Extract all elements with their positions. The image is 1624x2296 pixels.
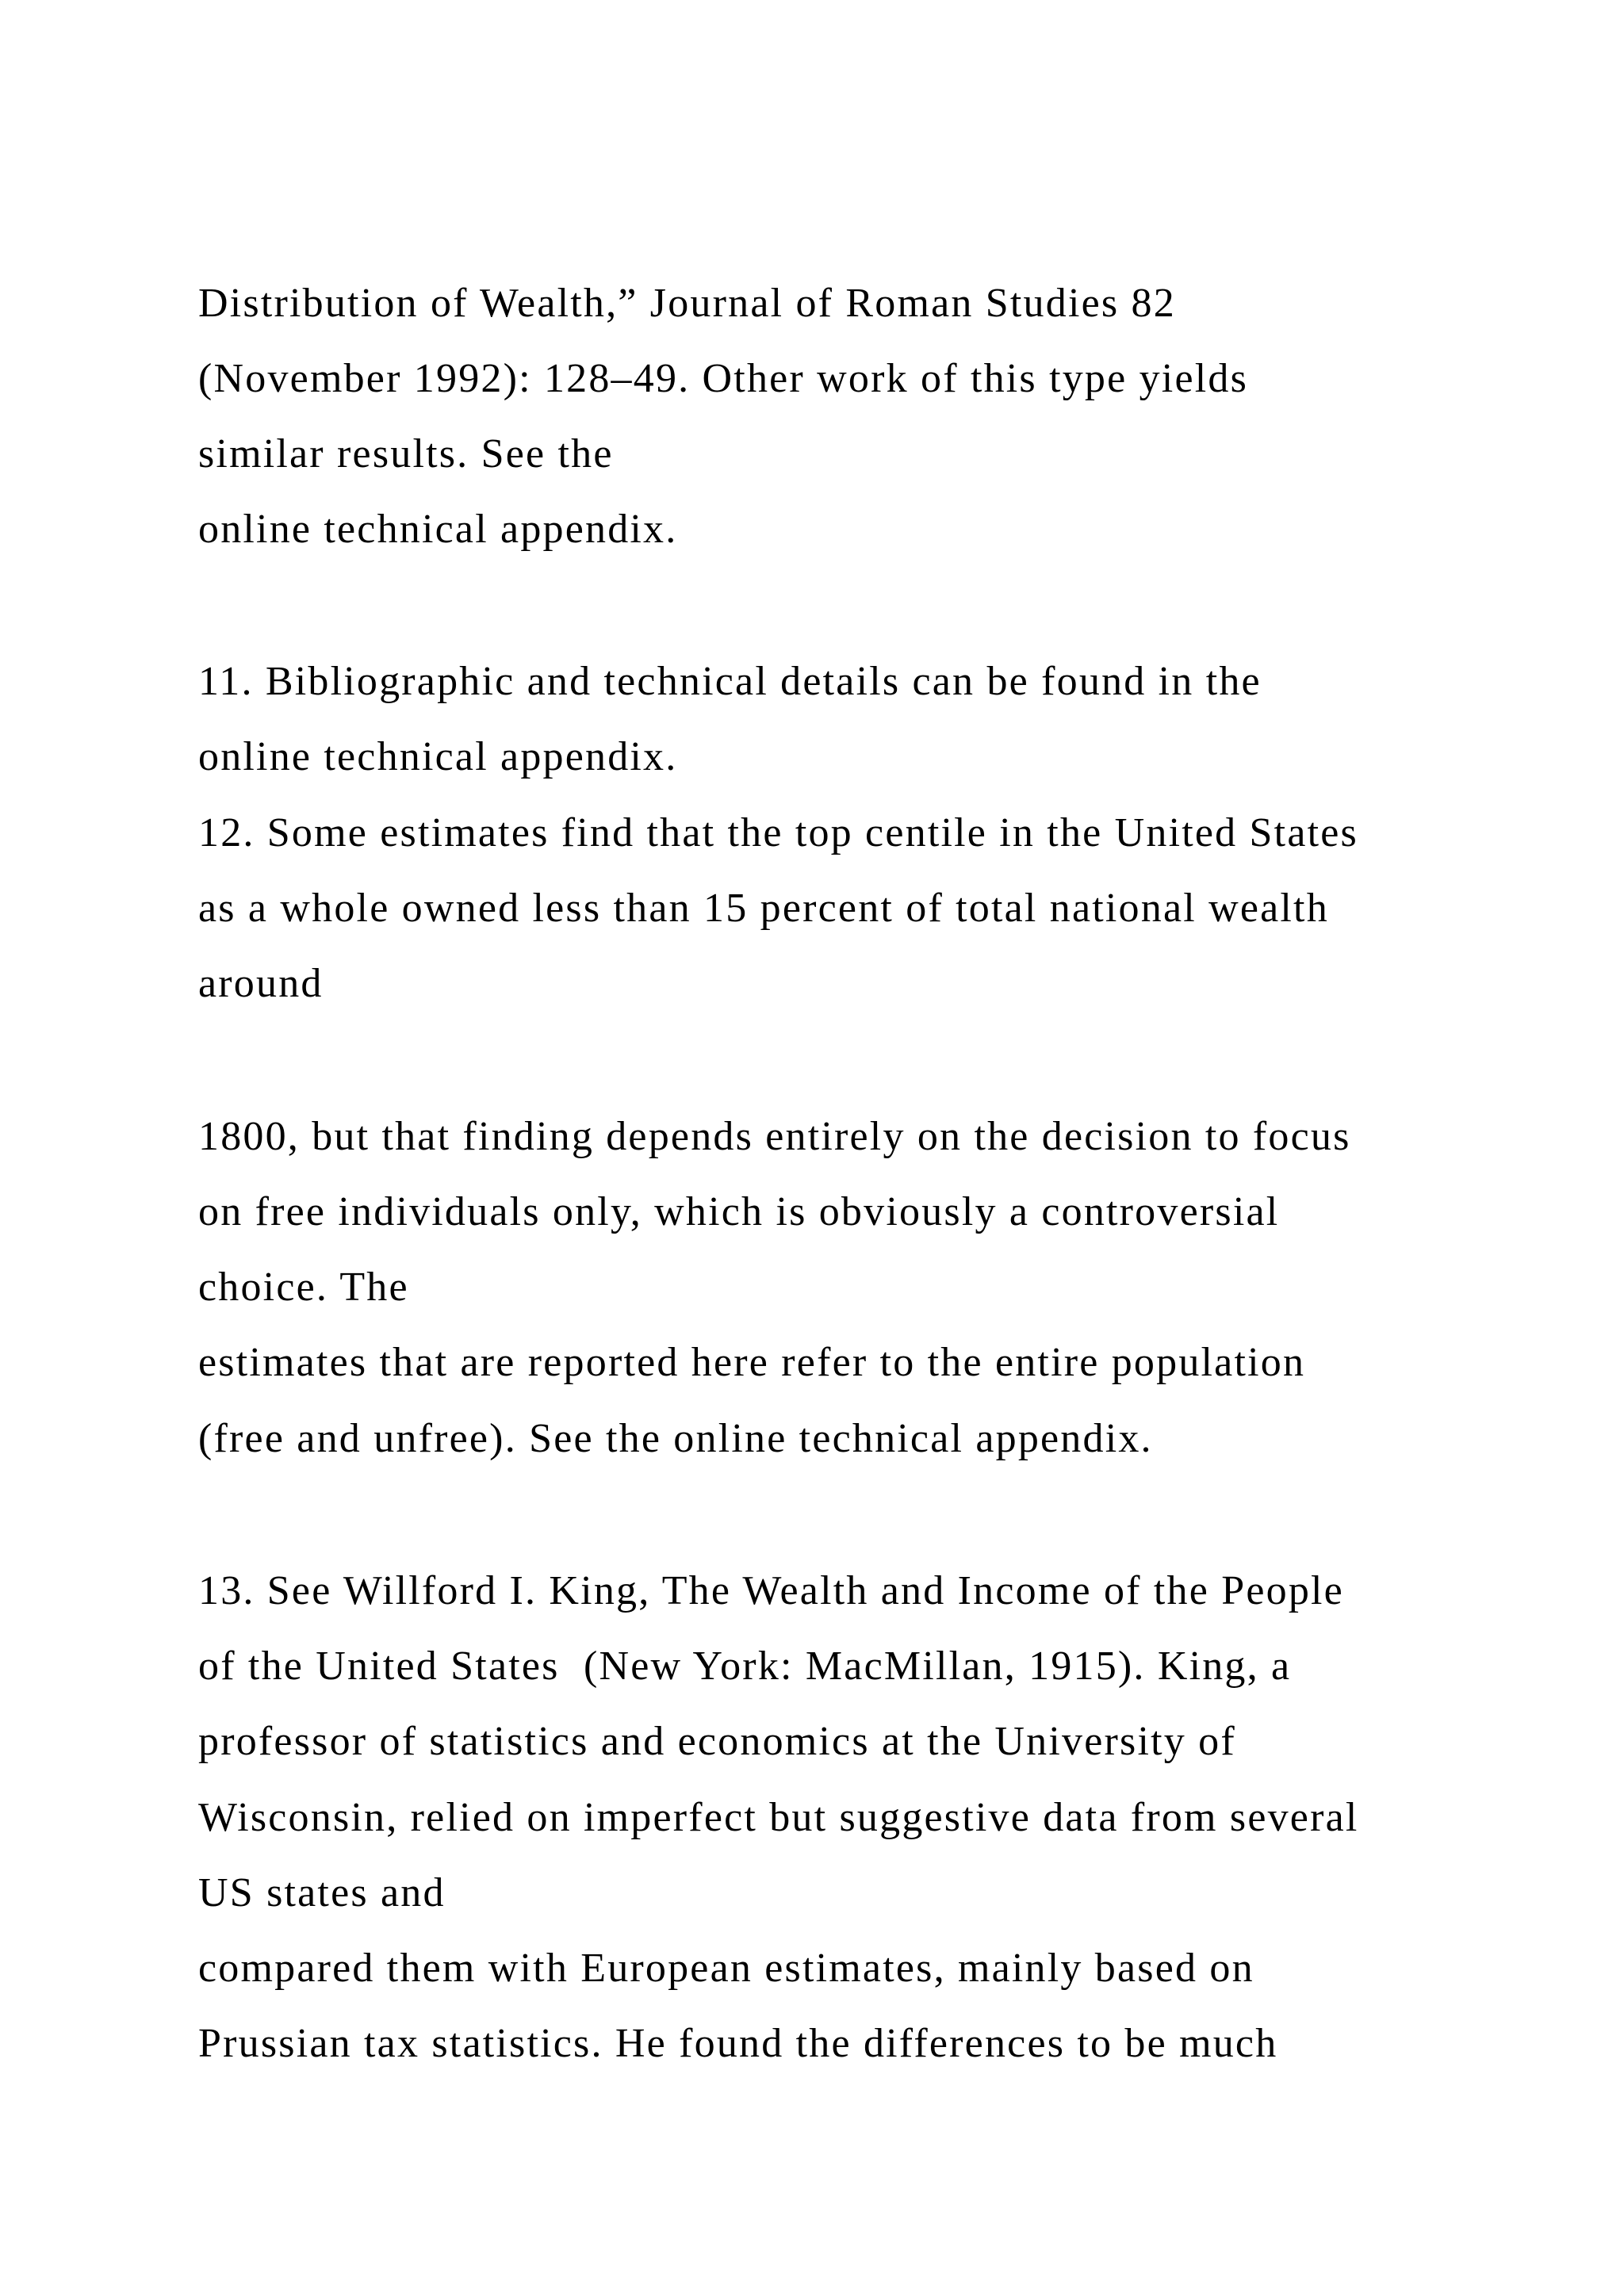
- text-line: 12. Some estimates find that the top centile in the United States: [198, 810, 1358, 855]
- text-line: compared them with European estimates, mainly based on: [198, 1946, 1254, 1991]
- text-line: online technical appendix.: [198, 507, 678, 552]
- text-line: on free individuals only, which is obviously a controversial: [198, 1189, 1280, 1234]
- text-line: US states and: [198, 1870, 446, 1915]
- text-line: Distribution of Wealth,” Journal of Roman Studies 82: [198, 281, 1176, 326]
- text-line: 1800, but that finding depends entirely on the decision to focus: [198, 1114, 1351, 1159]
- text-line: 13. See Willford I. King, The Wealth and Income of the People: [198, 1568, 1344, 1613]
- text-line: of the United States (New York: MacMillan, 1915). King, a: [198, 1644, 1292, 1689]
- text-line: (November 1992): 128–49. Other work of this type yields: [198, 356, 1249, 401]
- text-line: estimates that are reported here refer to the entire population: [198, 1340, 1306, 1385]
- text-line: online technical appendix.: [198, 734, 678, 779]
- text-line: around: [198, 961, 324, 1006]
- text-line: Prussian tax statistics. He found the differences to be much: [198, 2021, 1278, 2066]
- text-line: 11. Bibliographic and technical details can be found in the: [198, 659, 1262, 704]
- text-line: as a whole owned less than 15 percent of total national wealth: [198, 886, 1329, 931]
- text-line: choice. The: [198, 1265, 409, 1310]
- text-line: similar results. See the: [198, 431, 614, 476]
- text-line: (free and unfree). See the online technical appendix.: [198, 1416, 1153, 1461]
- text-line: professor of statistics and economics at the University of: [198, 1719, 1236, 1764]
- text-line: Wisconsin, relied on imperfect but suggestive data from several: [198, 1795, 1359, 1840]
